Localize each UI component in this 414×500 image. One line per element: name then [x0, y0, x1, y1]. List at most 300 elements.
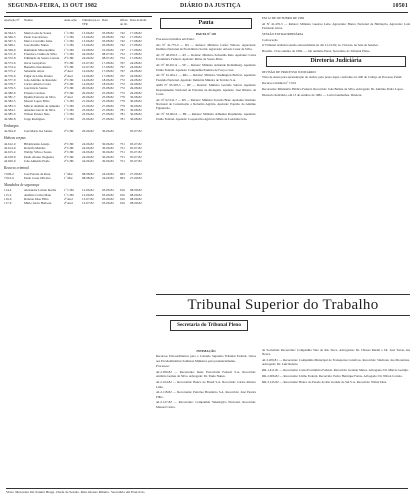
- appeals-list-paragraphs: [262, 348, 410, 384]
- table-cell: Oscar Gonçalves: [24, 60, 46, 65]
- table-row: [4, 129, 152, 133]
- table-cell: 26-08-82: [130, 86, 142, 91]
- table-cell: Paulo Cesar Oliveira: [24, 175, 51, 180]
- table-cell: 30-06-82: [102, 158, 114, 163]
- table-cell: 42.620-0: [4, 158, 16, 163]
- page-footer: Visto: Mercedes Iris Sandra Braga. Chefe da Sessão. Reis Afonso Ribeiro. Secretária em Exercício.: [6, 488, 408, 494]
- table-cell: 772: [120, 82, 125, 87]
- table-cell: 1º CJM: [64, 107, 74, 112]
- paragraph: SESSÃO EXTRAORDINÁRIA: [262, 31, 304, 36]
- table-cell: 25-08-82: [102, 99, 114, 104]
- table-cell: 30-08-82: [130, 99, 142, 104]
- table-cell: 24-08-82: [130, 64, 142, 69]
- table-cell: 17-08-82: [130, 47, 142, 52]
- table-cell: 18-06-82: [102, 82, 114, 87]
- table-cell: 20-06-82: [82, 129, 94, 134]
- pauta-subtitle: PAUTA Nº 129: [195, 32, 217, 36]
- table-cell: 30-08-82: [130, 107, 142, 112]
- table-cell: 42.574-4: [4, 64, 16, 69]
- table-cell: 30-06-82: [102, 141, 114, 146]
- table-row: [4, 176, 152, 180]
- table-cell: 752: [120, 56, 125, 61]
- table-cell: 13-06-82: [82, 43, 94, 48]
- table-cell: 08-09-82: [130, 201, 142, 206]
- table-cell: 30-06-82: [102, 150, 114, 155]
- paragraph: Processos incluídos em Pauta:: [156, 37, 195, 42]
- table-cell: 17-08-82: [102, 60, 114, 65]
- paragraph: DIVISÃO DE PROCESSO JUDICIÁRIO: [262, 69, 316, 74]
- table-cell: 42.567-3: [4, 39, 16, 44]
- table-cell: Raimundo Mascarenhas: [24, 47, 55, 52]
- table-cell: 17-08-82: [130, 52, 142, 57]
- table-cell: 30-08-82: [130, 116, 142, 121]
- paragraph: Vista de Autos para apresentação de razões, pelo prazo legal, conforme art. 600 do Código de Processo Penal:: [262, 75, 403, 80]
- table-cell: Amadeu Garcia da Silva: [24, 107, 56, 112]
- table-cell: 742: [120, 39, 125, 44]
- paragraph: AI-2.104-82 — Recorrente: Banco do Brasil S.A. Recorrido: Carlos Alberto Lima.: [156, 380, 256, 389]
- table-cell: Roberto Dias Filho: [24, 196, 49, 201]
- table-row: [4, 117, 152, 121]
- column-header: Ofício de Or.: [120, 18, 128, 27]
- table-cell: 115-2: [4, 192, 12, 197]
- table-cell: 17-08-82: [102, 64, 114, 69]
- table-cell: 03-09-82: [102, 201, 114, 206]
- table-cell: José Aurélio Nunes: [24, 43, 49, 48]
- table-cell: 13-07-82: [82, 196, 94, 201]
- table-cell: 767: [120, 64, 125, 69]
- table-cell: 05-07-82: [130, 158, 142, 163]
- table-cell: Alexandre Lobato Rocha: [24, 188, 57, 193]
- secretariat-box: Secretaria do Tribunal Pleno: [170, 320, 248, 331]
- table-cell: 14-06-82: [82, 82, 94, 87]
- table-cell: 03-09-82: [102, 196, 114, 201]
- column-header: Data: [102, 18, 108, 22]
- table-cell: 25-08-82: [102, 90, 114, 95]
- table-cell: 12-06-82: [82, 192, 94, 197]
- table-cell: 42.582-5: [4, 99, 16, 104]
- table-cell: 42.573-6: [4, 60, 16, 65]
- table-cell: 05-07-82: [130, 154, 142, 159]
- table-cell: 42.571-0: [4, 52, 16, 57]
- table-cell: 767: [120, 60, 125, 65]
- table-cell: 42.585-0: [4, 112, 16, 117]
- table-cell: 20-06-82: [82, 90, 94, 95]
- table-cell: 42.614-6: [4, 146, 16, 151]
- paragraph: RR-1.411-81 — Recorrente: Caixa Econômica Federal. Recorrido: Geraldo Matos. Advogado: Dr. Márcio Gontijo.: [262, 368, 409, 373]
- table-cell: Edgar de Lima Pereira: [24, 73, 53, 78]
- appeals-table: [4, 16, 152, 476]
- table-cell: 24-09-82: [102, 175, 114, 180]
- table-cell: 2ª Aud: [64, 201, 73, 206]
- table-cell: 916: [120, 188, 125, 193]
- table-cell: Francisco Cunha da Silva: [24, 52, 57, 57]
- paragraph: EM 12 DE OUTUBRO DE 1982: [262, 16, 305, 20]
- column-header: Tribunal pa-ra TFR: [82, 18, 100, 27]
- table-cell: 751: [120, 141, 125, 146]
- table-cell: 10-07-82: [82, 64, 94, 69]
- court-banner-title: Tribunal Superior do Trabalho: [187, 297, 379, 313]
- table-cell: 42.583-3: [4, 103, 16, 108]
- table-cell: 30-08-82: [130, 95, 142, 100]
- table-cell: 24-09-82: [102, 171, 114, 176]
- table-cell: 767: [120, 73, 125, 78]
- paragraph: Convocação: [262, 37, 278, 42]
- table-cell: 27-08-82: [102, 103, 114, 108]
- column-header: Apelação Nº: [4, 18, 20, 22]
- table-cell: 916: [120, 201, 125, 206]
- table-cell: 42.576-0: [4, 73, 16, 78]
- table-cell: 1º CJM: [64, 39, 74, 44]
- table-cell: 08-09-82: [130, 192, 142, 197]
- pauta-paragraphs: [156, 37, 256, 121]
- paragraph: AC Nº 63.002-6 — PR — Relator: Ministro Adhemar Raymundo. Apelante: União Federal. Apelado: Cooperativa Agrícola Mista de Londrina Ltda.: [156, 112, 256, 121]
- table-cell: 916: [120, 192, 125, 197]
- table-cell: 08-08-82: [82, 175, 94, 180]
- table-cell: 26-08-82: [130, 90, 142, 95]
- table-cell: 779: [120, 103, 125, 108]
- paragraph: AI-2.127-82 — Recorrente: Companhia Siderúrgica Nacional. Recorrido: Manoel Castro.: [156, 400, 256, 409]
- table-cell: 24-08-82: [130, 73, 142, 78]
- table-cell: Paulo Afonso Nogueira: [24, 154, 54, 159]
- column-header: Nomes: [24, 18, 33, 22]
- table-cell: 2ª CJM: [64, 56, 74, 61]
- paragraph: AI-2.050-82 — Recorrente: Rede Ferroviária Federal S.A. Recorrido: Antônio Gomes da Silva. Advogado: Dr. Paulo Nunes.: [156, 370, 256, 379]
- table-cell: 17-08-82: [130, 56, 142, 61]
- table-cell: 747: [120, 47, 125, 52]
- table-cell: 2ª CJM: [64, 141, 74, 146]
- table-cell: Carlos Alberto Costa: [24, 82, 51, 87]
- paragraph: AI-2.118-82 — Recorrente: Petróleo Brasileiro S.A. Recorrido: José Pereira Filho.: [156, 390, 256, 399]
- table-cell: 42.615-4: [4, 150, 16, 155]
- table-cell: 21-06-82: [82, 103, 94, 108]
- table-cell: 767: [120, 69, 125, 74]
- table-cell: 30-08-82: [130, 112, 142, 117]
- table-cell: 24-06-82: [82, 158, 94, 163]
- table-cell: 05-07-82: [130, 141, 142, 146]
- paragraph: Diretoria Judiciária, em 13 de outubro de 1982. — Lúcia Guimarães, Diretora.: [262, 92, 363, 97]
- table-cell: 12-06-82: [82, 188, 94, 193]
- table-cell: 24-06-82: [82, 154, 94, 159]
- table-cell: 2ª CJM: [64, 90, 74, 95]
- table-cell: 42.566-5: [4, 34, 16, 39]
- table-cell: 24-08-82: [130, 60, 142, 65]
- table-cell: 17-08-82: [130, 34, 142, 39]
- table-cell: 42.580-9: [4, 90, 16, 95]
- table-cell: 30-08-82: [130, 103, 142, 108]
- table-cell: 42.577-9: [4, 77, 16, 82]
- table-cell: 42.618-9: [4, 154, 16, 159]
- table-cell: 18-06-82: [102, 77, 114, 82]
- table-row: [4, 201, 152, 205]
- paragraph: AI Nº 41.476-5 — Relator: Ministro Gueiros Leite. Agravante: Banco Nacional de Habitação. Agravado: Luiz Fernando Alves.: [262, 21, 410, 31]
- table-cell: 23-06-82: [82, 107, 94, 112]
- table-cell: Maria Leda de Souza: [24, 30, 52, 35]
- header-date: SEGUNDA-FEIRA, 13 OUT 1982: [8, 3, 98, 9]
- table-cell: Edmundo de Souza Correia: [24, 56, 60, 61]
- table-cell: 1º CJM: [64, 30, 74, 35]
- table-cell: 1º CJM: [64, 192, 74, 197]
- intimation-title: INTIMAÇÃO: [196, 349, 216, 353]
- paragraph: Brasília, 13 de outubro de 1982. — Jair Antônio Peres, Secretário do Tribunal Pleno.: [262, 49, 371, 54]
- table-cell: 30-06-82: [102, 154, 114, 159]
- header-page-number: 10501: [392, 3, 408, 9]
- table-cell: 751: [120, 154, 125, 159]
- header-title: DIÁRIO DA JUSTIÇA: [180, 3, 241, 9]
- judiciary-paragraphs: [262, 70, 410, 97]
- table-cell: 24-06-82: [82, 150, 94, 155]
- table-cell: Mário Lúcio Barbosa: [24, 201, 52, 206]
- table-cell: 17-08-82: [130, 43, 142, 48]
- table-cell: 17-08-82: [130, 39, 142, 44]
- group-label: Embargos: [4, 123, 19, 128]
- table-cell: 23-06-82: [82, 112, 94, 117]
- table-cell: 1º CJM: [64, 103, 74, 108]
- paragraph: Recurso Criminal nº 7.019: [262, 81, 296, 86]
- table-cell: 2ª Aud: [64, 95, 73, 100]
- intimation-column: [156, 348, 256, 476]
- table-cell: 903: [120, 175, 125, 180]
- table-header: [4, 16, 152, 29]
- table-cell: 24-08-82: [130, 69, 142, 74]
- table-cell: 916: [120, 196, 125, 201]
- table-cell: 772: [120, 90, 125, 95]
- table-cell: 2ª CJM: [64, 82, 74, 87]
- table-cell: 14-06-82: [82, 77, 94, 82]
- table-cell: Djalma Ferreira da Silva: [24, 95, 56, 100]
- table-cell: 05-07-82: [130, 146, 142, 151]
- table-cell: 24-06-82: [82, 141, 94, 146]
- judiciary-box-title: Diretoria Judiciária: [266, 56, 406, 67]
- table-cell: 13-06-82: [82, 34, 94, 39]
- table-cell: 2ª Aud: [64, 69, 73, 74]
- table-cell: 42.572-8: [4, 56, 16, 61]
- paragraph: AC Nº 48.059-3 — RJ — Relator: Ministro Sebastião Reis. Apelante: Caixa Econômica Federal. Apelado: Mário de Souza Pinto.: [156, 53, 256, 62]
- table-cell: 2ª CJM: [64, 77, 74, 82]
- column-header: Data de Rem.: [130, 18, 147, 22]
- table-cell: 2ª CJM: [64, 150, 74, 155]
- table-cell: Paulo José Afonso: [24, 34, 48, 39]
- paragraph: AC Nº 62.541-7 — RS — Relator: Ministro Torreão Braz. Apelante: Instituto Nacional de Colonização e Reforma Agrária. Apelado: Espólio de Antônio Figueiredo.: [156, 97, 256, 111]
- table-cell: 03-09-82: [102, 188, 114, 193]
- table-cell: 2ª CJM: [64, 129, 74, 134]
- table-cell: 24-06-82: [82, 52, 94, 57]
- table-cell: José Maria dos Santos: [24, 129, 53, 134]
- table-cell: Márcio Antônio de Almeida: [24, 103, 60, 108]
- table-cell: Jorge Rodrigues: [24, 116, 45, 121]
- table-cell: 2ª Aud: [64, 73, 73, 78]
- table-cell: 25-08-82: [102, 95, 114, 100]
- table-cell: 3ª CJM: [64, 64, 74, 69]
- column-header: Autu-ação: [64, 18, 77, 22]
- session-paragraphs: [262, 16, 410, 54]
- table-cell: 13-06-82: [82, 30, 94, 35]
- court-banner: [156, 294, 410, 316]
- table-cell: 781: [120, 116, 125, 121]
- appeals-list-column: [262, 348, 410, 476]
- table-cell: 116-0: [4, 196, 12, 201]
- table-cell: 2ª CJM: [64, 154, 74, 159]
- table-cell: 1º CJM: [64, 99, 74, 104]
- table-cell: 772: [120, 77, 125, 82]
- table-cell: Marco Carvalho Lima: [24, 39, 53, 44]
- paragraph: da Sociedade Recorrente: Companhia Vale do Rio Doce. Advogados: Dr. Ulisses Riedel e Dr. José Torres das Neves.: [262, 348, 410, 357]
- table-cell: 21-06-82: [82, 99, 94, 104]
- table-cell: 24-08-82: [130, 82, 142, 87]
- paragraph: Recorrente: Ministério Público Federal. Recorrido: João Batista da Silva. Advogado: Dr. Antônio Pedro Lopes.: [262, 86, 404, 91]
- table-cell: 08-09-82: [130, 196, 142, 201]
- table-cell: 2ª Aud: [64, 196, 73, 201]
- table-cell: 27-09-82: [130, 171, 142, 176]
- table-cell: Hildebrando Araújo: [24, 141, 50, 146]
- paragraph: AG Nº 41.775-0 — RS — Relator: Ministro Carlos Velloso. Agravante: Instituto Nacional de Previdência Social. Agravado: Ariosto Cesar da Silva.: [156, 43, 256, 52]
- table-cell: 781: [120, 112, 125, 117]
- table-cell: 24-06-82: [82, 146, 94, 151]
- table-cell: 03-08-82: [102, 39, 114, 44]
- table-cell: 1º CJM: [64, 52, 74, 57]
- header-rule: [6, 12, 408, 13]
- table-cell: 117-9: [4, 201, 12, 206]
- table-cell: 779: [120, 99, 125, 104]
- table-cell: 23-06-82: [82, 116, 94, 121]
- table-cell: Ernesto Cardoso: [24, 90, 46, 95]
- table-cell: 1º CJM: [64, 188, 74, 193]
- paragraph: AC Nº 60.451-9 — SP — Relator: Ministro Armando Rollemberg. Apelante: União Federal. Apelado: Companhia Paulista de Força e Luz.: [156, 63, 256, 72]
- table-cell: 01-09-82: [102, 47, 114, 52]
- table-cell: 03-09-82: [102, 192, 114, 197]
- table-cell: 752: [120, 52, 125, 57]
- table-cell: Wilson Pereira Neto: [24, 112, 50, 117]
- intimation-paragraphs: [156, 354, 256, 409]
- table-cell: 1º Mar: [64, 175, 73, 180]
- group-label: Mandados de segurança: [4, 183, 40, 188]
- table-cell: 27-09-82: [130, 175, 142, 180]
- table-cell: 1º CJM: [64, 34, 74, 39]
- table-cell: 751: [120, 146, 125, 151]
- table-cell: 42.578-7: [4, 82, 16, 87]
- table-cell: 08-07-82: [102, 52, 114, 57]
- table-cell: 42.586-8: [4, 116, 16, 121]
- table-cell: 42.594-9: [4, 129, 16, 134]
- paragraph: AC Nº 61.204-1 — MG — Relator: Ministro Washington Bolívar. Apelante: Fazenda Nacional. Apelado: Indústria Mineira de Tecidos S.A.: [156, 73, 256, 82]
- table-cell: 42.579-5: [4, 86, 16, 91]
- table-cell: 13-07-82: [82, 201, 94, 206]
- table-cell: 742: [120, 34, 125, 39]
- table-cell: 42.612-0: [4, 141, 16, 146]
- paragraph: RR-2.006-82 — Recorrente: União Federal. Recorrido: Pedro Henrique Farias. Advogado: Dr. Nilton Correia.: [262, 373, 403, 378]
- table-cell: 114-4: [4, 188, 12, 193]
- table-cell: 17-08-82: [102, 69, 114, 74]
- table-cell: 2ª CJM: [64, 86, 74, 91]
- table-cell: Sebastião Alves: [24, 69, 45, 74]
- table-cell: 27-08-82: [102, 107, 114, 112]
- pauta-title: Pauta: [160, 18, 252, 29]
- table-cell: 42.581-7: [4, 95, 16, 100]
- table-cell: 05-07-82: [130, 129, 142, 134]
- judiciary-column: [262, 16, 410, 282]
- table-cell: 903: [120, 171, 125, 176]
- paragraph: Processos:: [156, 364, 170, 369]
- table-cell: José Pereira da Rosa: [24, 171, 51, 176]
- group-label: Habeas corpus: [4, 136, 26, 141]
- table-cell: 14-06-82: [82, 69, 94, 74]
- table-cell: João Almeida Prado: [24, 158, 50, 163]
- table-cell: 1º CJM: [64, 116, 74, 121]
- table-cell: 20-06-82: [82, 86, 94, 91]
- group-label: Recurso criminal: [4, 166, 29, 171]
- table-cell: 7.006-2: [4, 171, 14, 176]
- table-cell: 742: [120, 43, 125, 48]
- table-cell: 24-06-82: [82, 56, 94, 61]
- table-cell: 03-08-82: [102, 30, 114, 35]
- table-cell: Antônio Carlos Maia: [24, 192, 51, 197]
- table-row: [4, 159, 152, 163]
- table-cell: 08-09-82: [130, 188, 142, 193]
- table-cell: 08-07-82: [102, 56, 114, 61]
- table-cell: 30-06-82: [102, 146, 114, 151]
- table-cell: 3ª CJM: [64, 60, 74, 65]
- table-cell: 42.564-5: [4, 30, 16, 35]
- table-cell: 10-07-82: [82, 60, 94, 65]
- table-cell: 13-06-82: [82, 39, 94, 44]
- table-cell: 14-06-82: [82, 73, 94, 78]
- table-cell: 2ª CJM: [64, 146, 74, 151]
- table-cell: 42.568-1: [4, 43, 16, 48]
- table-cell: 42.569-9: [4, 47, 16, 52]
- table-cell: 05-07-82: [130, 150, 142, 155]
- table-cell: Waldyr Silva e Souza: [24, 150, 52, 155]
- pauta-column: [156, 16, 256, 282]
- table-cell: 781: [120, 107, 125, 112]
- table-cell: João Antônio de Rezende: [24, 77, 57, 82]
- paragraph: AI-3.209-81 — Recorrente: Companhia Municipal de Transportes Coletivos. Recorrido: Sindicato dos Motoristas. Advogado: Dr. Luiz Renato.: [262, 358, 410, 367]
- table-cell: Moacir Lopes Filho: [24, 99, 50, 104]
- table-cell: 1º Mar: [64, 171, 73, 176]
- table-cell: 30-06-82: [102, 129, 114, 134]
- table-cell: [120, 129, 130, 133]
- table-cell: 1º CJM: [64, 43, 74, 48]
- table-cell: 03-08-82: [102, 34, 114, 39]
- paragraph: O Tribunal realizará sessão extraordinária no dia 21-10-82, às 13 horas, na Sala de Sessões.: [262, 43, 379, 48]
- table-cell: 2ª CJM: [64, 158, 74, 163]
- table-cell: 20-06-82: [82, 95, 94, 100]
- table-cell: 751: [120, 158, 125, 163]
- paragraph: Recursos Extraordinários para o Colendo Supremo Tribunal Federal, vistos aos Excelentíssimos Senhores Ministros para pronunciamento.: [156, 354, 256, 363]
- table-cell: 742: [120, 30, 125, 35]
- paragraph: AMS Nº 93.418-5 — DF — Relator: Ministro Geraldo Sobral. Apelante: Departamento Nacional de Estradas de Rodagem. Apelado: José Ribeiro da Costa.: [156, 83, 256, 97]
- table-cell: 17-08-82: [130, 30, 142, 35]
- paragraph: RR-3.145-82 — Recorrente: Banco do Estado do Rio Grande do Sul S.A. Recorrido: Walter Dias.: [262, 379, 387, 384]
- table-cell: 1º CJM: [64, 112, 74, 117]
- table-cell: 42.584-1: [4, 107, 16, 112]
- table-cell: 08-08-82: [82, 171, 94, 176]
- table-cell: 17-08-82: [102, 73, 114, 78]
- table-cell: Benedito Nascimento: [24, 64, 52, 69]
- table-cell: 19-08-82: [82, 47, 94, 52]
- table-cell: 7.010-0: [4, 175, 14, 180]
- table-cell: 03-08-82: [102, 43, 114, 48]
- table-cell: 27-08-82: [102, 112, 114, 117]
- table-body: [4, 31, 152, 206]
- table-cell: 27-08-82: [102, 116, 114, 121]
- table-cell: Rodolfo Mendes: [24, 146, 46, 151]
- table-cell: 772: [120, 86, 125, 91]
- table-cell: José Inácio Santos: [24, 86, 48, 91]
- table-cell: 25-08-82: [102, 86, 114, 91]
- table-cell: 42.575-2: [4, 69, 16, 74]
- table-cell: 24-08-82: [130, 77, 142, 82]
- table-cell: 779: [120, 95, 125, 100]
- table-cell: 1º CJM: [64, 47, 74, 52]
